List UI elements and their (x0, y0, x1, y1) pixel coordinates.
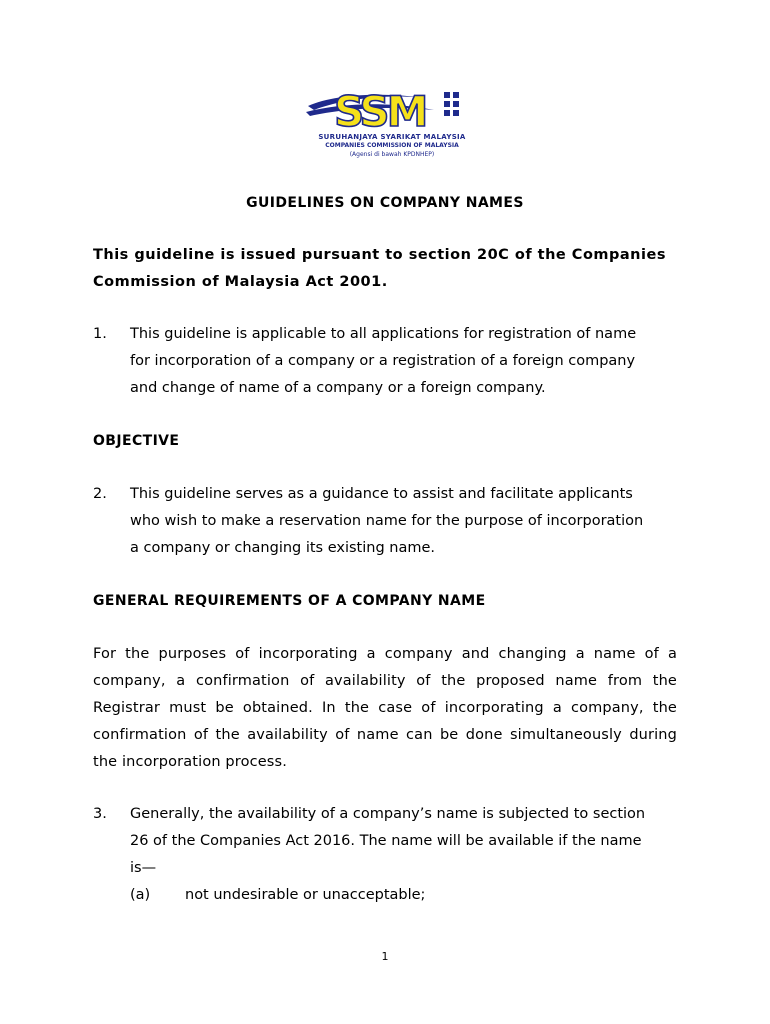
heading-general-requirements: GENERAL REQUIREMENTS OF A COMPANY NAME (93, 593, 486, 609)
general-line-4: confirmation of the availability of name can be done simultaneously during (93, 727, 677, 743)
para-2-line-2: who wish to make a reservation name for the purpose of incorporation (130, 513, 644, 529)
svg-text:SSM: SSM (334, 87, 426, 134)
sub-item-a-text: not undesirable or unacceptable; (185, 887, 426, 903)
heading-objective: OBJECTIVE (93, 433, 180, 449)
para-2-line-3: a company or changing its existing name. (130, 540, 436, 556)
sub-item-a-label: (a) (130, 887, 151, 903)
general-line-5: the incorporation process. (93, 754, 287, 770)
para-2-line-1: This guideline serves as a guidance to assist and facilitate applicants (130, 486, 633, 502)
para-3-number: 3. (93, 806, 107, 822)
para-1-line-3: and change of name of a company or a foreign company. (130, 380, 546, 396)
logo-line-english: COMPANIES COMMISSION OF MALAYSIA (325, 142, 459, 149)
page-number: 1 (381, 950, 389, 963)
logo-line-agency: (Agensi di bawah KPDNHEP) (349, 151, 435, 158)
para-3-line-2: 26 of the Companies Act 2016. The name will be available if the name (130, 833, 642, 849)
ssm-logo-mark (304, 84, 480, 134)
general-line-2: company, a confirmation of availability of the proposed name from the (93, 673, 677, 689)
para-3-line-1: Generally, the availability of a company’s name is subjected to section (130, 806, 646, 822)
general-line-1: For the purposes of incorporating a company and changing a name of a (93, 646, 677, 662)
para-3-text (130, 801, 677, 882)
para-1-line-2: for incorporation of a company or a registration of a foreign company (130, 353, 636, 369)
para-1-text (130, 321, 677, 402)
intro-line-2: Commission of Malaysia Act 2001. (93, 274, 388, 290)
intro-line-1: This guideline is issued pursuant to section 20C of the Companies (93, 247, 666, 263)
para-3-line-3: is— (130, 860, 157, 876)
para-2-text (130, 481, 677, 562)
document-title: GUIDELINES ON COMPANY NAMES (246, 195, 524, 211)
logo-line-malay: SURUHANJAYA SYARIKAT MALAYSIA (318, 133, 466, 141)
para-2-number: 2. (93, 486, 107, 502)
intro-paragraph (93, 242, 677, 296)
general-line-3: Registrar must be obtained. In the case of incorporating a company, the (93, 700, 677, 716)
general-paragraph (93, 641, 677, 776)
para-1-number: 1. (93, 326, 107, 342)
para-1-line-1: This guideline is applicable to all applications for registration of name (130, 326, 637, 342)
ssm-logo (304, 84, 480, 162)
